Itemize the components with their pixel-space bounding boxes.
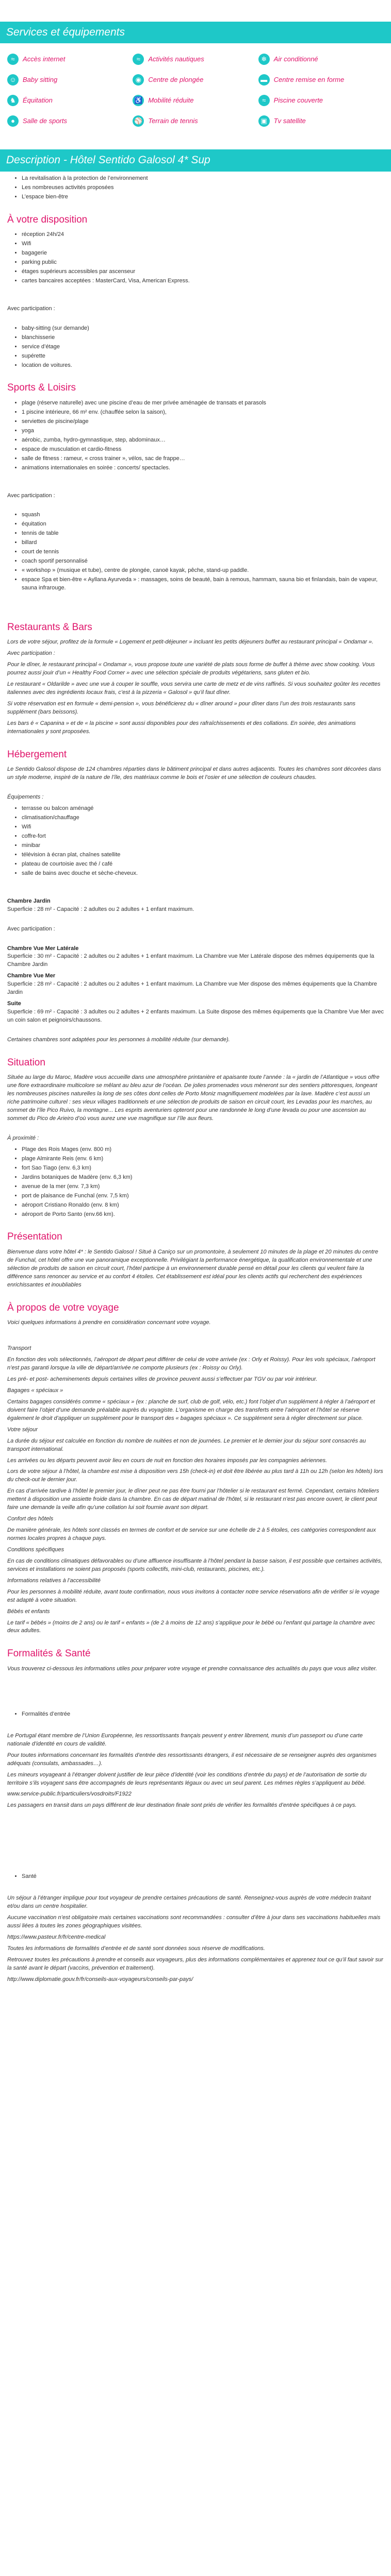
list-item: • court de tennis	[22, 548, 384, 556]
service-label: Activités nautiques	[148, 55, 204, 63]
section-title-situation: Situation	[7, 1057, 45, 1068]
services-grid	[0, 43, 391, 138]
sante-link[interactable]: https://www.pasteur.fr/fr/centre-medical	[7, 1934, 106, 1940]
list-item: • yoga	[22, 427, 384, 435]
sante-paragraph: Aucune vaccination n’est obligatoire mais certaines vaccinations sont recommandées : consulter d’être à jour dans ses vaccinations habituelles mais aussi liées à toutes les zones géographiques visitées.	[7, 1914, 381, 1929]
list-item: • climatisation/chauffage	[22, 814, 384, 822]
pool-icon: ≈	[258, 95, 270, 106]
room-name: Suite	[7, 1001, 21, 1007]
service-label: Terrain de tennis	[148, 117, 198, 125]
voyage-paragraph: Lors de votre séjour à l’hôtel, la chambre est mise à disposition vers 15h (check-in) et doit être libérée au plus tard à 11h ou 12h (selon les hôtels) lors du check-out le dernier jour.	[7, 1468, 383, 1483]
room-desc: Superficie : 28 m² - Capacité : 2 adultes ou 2 adultes + 1 enfant maximum.	[7, 906, 194, 912]
service-label: Baby sitting	[23, 76, 58, 84]
presentation-paragraph: Bienvenue dans votre hôtel 4* : le Sentido Galosol ! Situé à Caniço sur un promontoire, à seulement 10 minutes de la plage et 20 minutes du centre de Funchal, cet hôtel offre une vue panoramique exceptionnelle. Privilégiant la performance énergétique, la qualification environnementale et une sélection de produits de saison en circuit court, l’hôtel participe à un environnement durable pensé en détail pour les clients qui veulent faire la différence sans renoncer au service et au confort 4 étoiles. Cet établissement est idéal pour les clients actifs qui recherchent des expériences enrichissantes et inoubliables	[7, 1249, 379, 1288]
list-item: • serviettes de piscine/plage	[22, 418, 384, 426]
equipment-list	[7, 805, 384, 878]
sport-icon: ●	[7, 115, 19, 127]
sante-bullet-list	[7, 1873, 384, 1881]
voyage-subhead: Transport	[7, 1345, 31, 1352]
voyage-subhead: Bagages « spéciaux »	[7, 1387, 63, 1394]
formalites-lead: Vous trouverez ci-dessous les informations utiles pour préparer votre voyage et prendre connaissance des actualités du pays que vous allez visiter.	[7, 1665, 378, 1672]
list-item: • parking public	[22, 259, 384, 267]
voyage-paragraph: En fonction des vols sélectionnés, l’aéroport de départ peut différer de celui de votre arrivée (ex : Orly et Roissy). Pour les vols spéciaux, l’aéroport n’est pas garanti lorsque la ville de départ/arrivée ne comporte plusieurs (ex : Roissy ou Orly).	[7, 1357, 376, 1371]
section-title-hebergement: Hébergement	[7, 749, 67, 760]
section-title-restaurants: Restaurants & Bars	[7, 621, 92, 633]
disposition-list	[7, 231, 384, 285]
list-item: • animations internationales en soirée : concerts/ spectacles.	[22, 464, 384, 472]
list-item: • Les nombreuses activités proposées	[22, 184, 384, 192]
service-label: Air conditionné	[273, 55, 318, 63]
voyage-paragraph: Certains bagages considérés comme « spéciaux » (ex : planche de surf, club de golf, vélo, etc.) font l’objet d’un supplément à régler à l’aéroport et doivent faire l’objet d’une demande préalable auprès du voyagiste. L’organisme en charge des transferts entre l’aéroport et l’hôtel se réserve également le droit d’appliquer un supplément pour le transport des « bagages spéciaux ». Ce supplément sera à régler directement sur place.	[7, 1398, 375, 1421]
list-item: • Jardins botaniques de Madère (env. 6,3 km)	[22, 1174, 384, 1182]
service-label: Centre remise en forme	[273, 76, 345, 84]
description-header: Description - Hôtel Sentido Galosol 4* Sup	[0, 149, 391, 171]
voyage-lead: Voici quelques informations à prendre en considération concernant votre voyage.	[7, 1319, 211, 1326]
service-item-tv	[258, 115, 384, 127]
list-item: • squash	[22, 511, 384, 519]
section-title-presentation: Présentation	[7, 1231, 62, 1243]
service-item-mobility	[133, 95, 258, 106]
page-content	[0, 175, 391, 1984]
paid-label: Avec participation :	[7, 492, 55, 499]
equipment-label: Équipements :	[7, 794, 44, 801]
voyage-subhead: Confort des hôtels	[7, 1516, 54, 1522]
list-item: • salle de fitness : rameur, « cross trainer », vélos, sac de frappe…	[22, 455, 384, 463]
service-label: Salle de sports	[23, 117, 67, 125]
section-title-sports: Sports & Loisirs	[7, 382, 76, 394]
wifi-icon: ≈	[7, 54, 19, 65]
list-item: • Formalités d’entrée	[22, 1710, 384, 1719]
room-desc: Superficie : 28 m² - Capacité : 2 adultes ou 2 adultes + 1 enfant maximum. La Chambre vue Mer dispose des mêmes équipements que la Chambre Jardin	[7, 981, 377, 996]
paid-label: Avec participation :	[7, 925, 55, 932]
description-intro-list	[7, 175, 384, 201]
service-item-babysitting	[7, 74, 133, 86]
horse-icon: ♞	[7, 95, 19, 106]
list-item: • salle de bains avec douche et sèche-cheveux.	[22, 870, 384, 878]
formalites-bullet-list	[7, 1710, 384, 1719]
list-item: • cartes bancaires acceptées : MasterCard, Visa, American Express.	[22, 277, 384, 285]
sante-paragraph: Un séjour à l’étranger implique pour tout voyageur de prendre certaines précautions de santé. Renseignez-vous auprès de votre médecin traitant et/ou dans un centre hospitalier.	[7, 1895, 371, 1910]
sports-paid-list	[7, 511, 384, 592]
room-name: Chambre Vue Mer Latérale	[7, 945, 79, 952]
diving-icon: ◉	[133, 74, 144, 86]
voyage-paragraph: La durée du séjour est calculée en fonction du nombre de nuitées et non de journées. Le premier et le dernier jour du séjour sont consacrés au transport international.	[7, 1437, 366, 1452]
service-item-tennis	[133, 115, 258, 127]
voyage-paragraph: En cas de conditions climatiques défavorables ou d’une affluence insuffisante à l’hôtel pendant la basse saison, il est possible que certaines activités, services et installations ne soient pas proposés (sports collectifs, mini-club, restaurants, piscines, etc.).	[7, 1557, 383, 1572]
hebergement-note: Certaines chambres sont adaptées pour les personnes à mobilité réduite (sur demande).	[7, 1036, 230, 1043]
list-item: • étages supérieurs accessibles par ascenseur	[22, 268, 384, 276]
voyage-subhead: Bébés et enfants	[7, 1608, 50, 1615]
formalites-paragraph: Pour toutes informations concernant les formalités d’entrée des ressortissants étrangers, il est nécessaire de se renseigner auprès des organismes adéquats (consulats, ambassades…).	[7, 1752, 377, 1767]
list-item: • Wifi	[22, 240, 384, 248]
voyage-paragraph: De manière générale, les hôtels sont classés en termes de confort et de service sur une échelle de 2 à 5 étoiles, ces catégories correspondent aux normes locales propres à chaque pays.	[7, 1527, 376, 1542]
snowflake-icon: ❄	[258, 54, 270, 65]
section-title-voyage: À propos de votre voyage	[7, 1302, 119, 1313]
voyage-subhead: Votre séjour	[7, 1426, 38, 1433]
list-item: • avenue de la mer (env. 7,3 km)	[22, 1183, 384, 1191]
baby-icon: ☺	[7, 74, 19, 86]
list-item: • tennis de table	[22, 530, 384, 538]
service-label: Tv satellite	[273, 117, 306, 125]
proximity-list	[7, 1146, 384, 1219]
situation-paragraph: Située au large du Maroc, Madère vous accueille dans une atmosphère printanière et apaisante toute l’année : la « jardin de l’Atlantique » vous offre une flore extraordinaire multicolore se mêlant au bleu azur de l’océan. De jolies promenades vous mèneront sur des sentiers pittoresques, longeant les nombreuses piscines naturelles la long de ses côtes dont celles de Porto Moniz magnifiquement modelées par la lave. Madère c’est aussi un riche patrimoine culturel : ses vieux villages traditionnels et une sélection de produits de saison en circuit court, les Levadas pour les marches, au sommet de l’île Pico Ruivo, la montagne... Les esprits aventuriers opteront pour une randonnée le long d’une levada ou pour une ascension au sommet du Pico de Arieiro d’où vous aurez une vue magnifique sur l’île aux fleurs.	[7, 1074, 380, 1122]
list-item: • La revitalisation à la protection de l’environnement	[22, 175, 384, 183]
service-item-internet	[7, 54, 133, 65]
list-item: • Plage des Rois Mages (env. 800 m)	[22, 1146, 384, 1154]
wheelchair-icon: ♿	[133, 95, 144, 106]
restaurants-paragraph: Le restaurant « Oldarilde » avec une vue à couper le souffle, vous servira une carte de metz et de vins raffinés. Si vous souhaitez goûter les recettes italiennes avec des ingrédients locaux frais, c’est à la pizzeria « Galosol » qu’il faut dîner.	[7, 681, 381, 696]
list-item: • aérobic, zumba, hydro-gymnastique, step, abdominaux…	[22, 436, 384, 445]
services-header: Services et équipements	[0, 22, 391, 43]
list-item: • équitation	[22, 520, 384, 529]
list-item: • L’espace bien-être	[22, 193, 384, 201]
list-item: • 1 piscine intérieure, 66 m² env. (chauffée selon la saison),	[22, 409, 384, 417]
swimmer-icon: ≈	[133, 54, 144, 65]
list-item: • télévision à écran plat, chaînes satellite	[22, 851, 384, 859]
voyage-paragraph: Le tarif « bébés » (moins de 2 ans) ou le tarif « enfants » (de 2 à moins de 12 ans) s’applique pour le bébé ou l’enfant qui partage la chambre avec deux adultes.	[7, 1619, 376, 1634]
list-item: • « workshop » (musique et tube), centre de plongée, canoë kayak, pêche, stand-up paddle.	[22, 567, 384, 575]
service-label: Centre de plongée	[148, 76, 204, 84]
formalites-paragraph: Le Portugal étant membre de l’Union Européenne, les ressortissants français peuvent y entrer librement, munis d’un passeport ou d’une carte nationale d’identité en cours de validité.	[7, 1732, 363, 1747]
service-label: Mobilité réduite	[148, 96, 194, 105]
sports-list	[7, 399, 384, 472]
service-label: Accès internet	[23, 55, 66, 63]
service-item-gym	[7, 115, 133, 127]
list-item: • fort Sao Tiago (env. 6,3 km)	[22, 1164, 384, 1173]
restaurants-paragraph: Si votre réservation est en formule « demi-pension », vous bénéficierez du « dîner around » pour dîner dans l’un des trois restaurants sans supplément (bars beissons).	[7, 701, 356, 716]
room-block	[7, 897, 384, 914]
room-name: Chambre Vue Mer	[7, 973, 56, 979]
voyage-paragraph: Les pré- et post- acheminements depuis certaines villes de province peuvent aussi s’effectuer par TGV ou par voir intérieur.	[7, 1376, 318, 1383]
list-item: • aéroport de Porto Santo (env.66 km).	[22, 1211, 384, 1219]
list-item: • location de voitures.	[22, 362, 384, 370]
proximity-label: À proximité :	[7, 1135, 39, 1142]
formalites-paragraph: Les passagers en transit dans un pays différent de leur destination finale sont priés de vérifier les formalités d’entrée spécifiques à ce pays.	[7, 1802, 357, 1809]
section-title-formalites: Formalités & Santé	[7, 1648, 91, 1659]
sante-paragraph: Retrouvez toutes les précautions à prendre et conseils aux voyageurs, plus des informations complémentaires et apprenez tout ce qu’il faut savoir sur la santé avant le départ (vaccins, prévention et traitement).	[7, 1956, 383, 1971]
room-block	[7, 972, 384, 997]
list-item: • service d’étage	[22, 343, 384, 351]
paid-label: Avec participation :	[7, 305, 55, 312]
list-item: • minibar	[22, 842, 384, 850]
list-item: • supérette	[22, 352, 384, 361]
hebergement-intro: Le Sentido Galosol dispose de 124 chambres réparties dans le bâtiment principal et dans autres adjacents. Toutes les chambres sont décorées dans un style moderne, inspiré de la nature de l’île, des matériaux comme le bois et l’osier et une sélection de couleurs chaudes.	[7, 766, 381, 781]
room-name: Chambre Jardin	[7, 897, 51, 904]
list-item: • plateau de courtoisie avec thé / café	[22, 860, 384, 869]
paid-label: Avec participation :	[7, 650, 55, 657]
list-item: • coffre-fort	[22, 833, 384, 841]
list-item: • Wifi	[22, 823, 384, 832]
list-item: • Santé	[22, 1873, 384, 1881]
restaurants-paragraph: Pour le dîner, le restaurant principal « Ondamar », vous propose toute une variété de plats sous forme de buffet à thème avec show cooking. Vous pourrez aussi jouir d’un « Healthy Food Corner » avec une sélection spéciale de produits végétariens, sans gluten et bio.	[7, 662, 375, 676]
list-item: • plage (réserve naturelle) avec une piscine d’eau de mer privée aménagée de transats et parasols	[22, 399, 384, 408]
voyage-paragraph: En cas d’arrivée tardive à l’hôtel le premier jour, le dîner peut ne pas être fourni par l’hôtelier si le restaurant est fermé. Cependant, certains hôteliers mettent à disposition une assiette froide dans la chambre. En cas de départ matinal de l’hôtel, si le restaurant n’est pas encore ouvert, le client peut faire une demande la veille afin qu’une collation lui soit fournie avant son départ.	[7, 1488, 379, 1511]
service-item-diving	[133, 74, 258, 86]
service-label: Piscine couverte	[273, 96, 323, 105]
tv-icon: ▣	[258, 115, 270, 127]
list-item: • terrasse ou balcon aménagé	[22, 805, 384, 813]
disposition-paid-list	[7, 325, 384, 370]
sante-paragraph: Toutes les informations de formalités d’entrée et de santé sont données sous réserve de modifications.	[7, 1945, 265, 1952]
voyage-subhead: Informations relatives à l’accessibilité	[7, 1577, 101, 1584]
dumbbell-icon: ▬	[258, 74, 270, 86]
service-item-indoor-pool	[258, 95, 384, 106]
service-item-fitness	[258, 74, 384, 86]
voyage-subhead: Conditions spécifiques	[7, 1546, 64, 1553]
room-block	[7, 1000, 384, 1025]
voyage-paragraph: Les arrivées ou les départs peuvent avoir lieu en cours de nuit en fonction des horaires imposés par les compagnies aériennes.	[7, 1457, 328, 1464]
sante-link[interactable]: http://www.diplomatie.gouv.fr/fr/conseils-aux-voyageurs/conseils-par-pays/	[7, 1976, 193, 1982]
restaurants-paragraph: Les bars é « Capanina » et de « la piscine » sont aussi disponibles pour des rafraîchissements et des collations. En soirée, des animations internationales y sont proposées.	[7, 720, 356, 735]
room-desc: Superficie : 30 m² - Capacité : 2 adultes ou 2 adultes + 1 enfant maximum. La Chambre vue Mer Latérale dispose des mêmes équipements que la Chambre Jardin	[7, 953, 374, 968]
list-item: • port de plaisance de Funchal (env. 7,5 km)	[22, 1192, 384, 1200]
tennis-icon: ⚾	[133, 115, 144, 127]
list-item: • coach sportif personnalisé	[22, 557, 384, 566]
section-title-disposition: À votre disposition	[7, 214, 88, 225]
voyage-paragraph: Pour les personnes à mobilité réduite, avant toute confirmation, nous vous invitons à contacter notre service réservations afin de vérifier si le voyage est adapté à votre situation.	[7, 1588, 380, 1603]
list-item: • espace de musculation et cardio-fitness	[22, 446, 384, 454]
service-item-horse	[7, 95, 133, 106]
list-item: • bagagerie	[22, 249, 384, 258]
list-item: • réception 24h/24	[22, 231, 384, 239]
formalites-link[interactable]: www.service-public.fr/particuliers/vosdroits/F1922	[7, 1791, 132, 1798]
formalites-paragraph: Les mineurs voyageant à l’étranger doivent justifier de leur pièce d’identité (voir les conditions d’entrée du pays) et de l’autorisation de sortie du territoire s’ils voyagent sans être accompagnés de leurs représentants légaux ou avec un seul parent. Les mêmes règles s’appliquent au bébé.	[7, 1771, 367, 1786]
list-item: • blanchisserie	[22, 334, 384, 342]
service-item-aircon	[258, 54, 384, 65]
service-label: Équitation	[23, 96, 53, 105]
list-item: • espace Spa et bien-être « Ayllana Ayurveda » : massages, soins de beauté, bain à remous, hammam, sauna bio et finlandais, bain de vapeur, sauna infrarouge.	[22, 576, 384, 592]
room-desc: Superficie : 69 m² - Capacité : 3 adultes ou 2 adultes + 2 enfants maximum. La Suite dispose des mêmes équipements que la Chambre Vue Mer avec un coin salon et peignoirs/chaussons.	[7, 1009, 384, 1023]
room-block	[7, 945, 384, 970]
list-item: • plage Almirante Reis (env. 6 km)	[22, 1155, 384, 1163]
list-item: • aéroport Cristiano Ronaldo (env. 8 km)	[22, 1201, 384, 1210]
service-item-nautical	[133, 54, 258, 65]
list-item: • billard	[22, 539, 384, 547]
list-item: • baby-sitting (sur demande)	[22, 325, 384, 333]
restaurants-lead: Lors de votre séjour, profitez de la formule « Logement et petit-déjeuner » incluant les petits déjeuners buffet au restaurant principal « Ondamar ».	[7, 639, 373, 646]
